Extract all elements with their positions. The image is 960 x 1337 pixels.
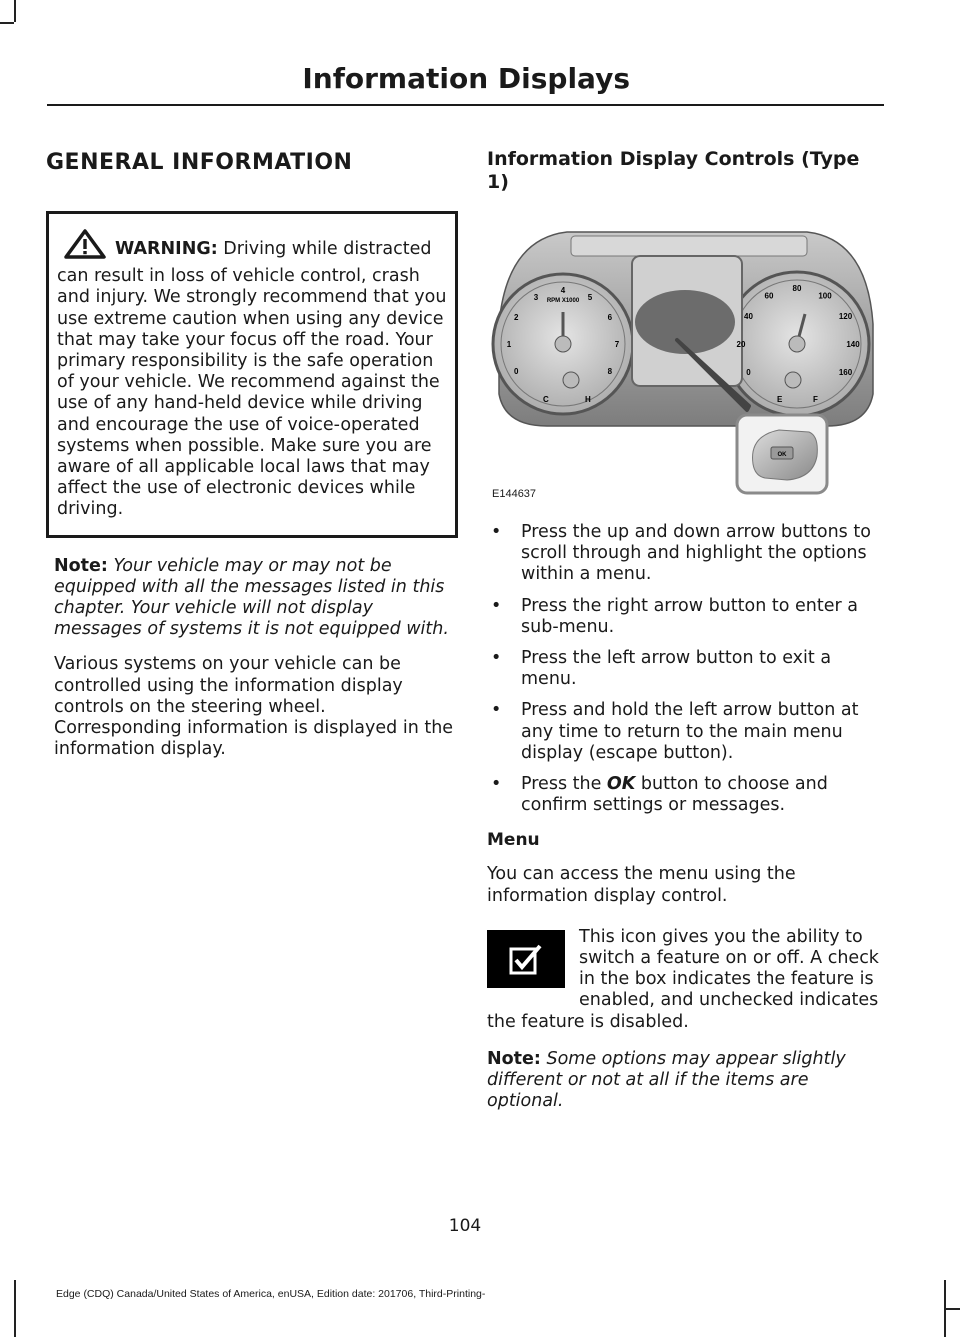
dial-number: 0 [746,368,751,377]
list-item: • Press the up and down arrow buttons to scroll through and highlight the options within a menu. [487,522,881,586]
svg-text:E: E [777,395,783,404]
dial-number: 3 [533,293,539,303]
note-label: Note: [487,1048,541,1069]
dial-number: 40 [744,312,753,321]
warning-box [46,211,458,538]
dial-number: 1 [506,340,512,349]
list-item: • Press the OK button to choose and confirm settings or messages. [487,774,881,816]
dial-number: 7 [614,340,620,349]
warning-text: Driving while distracted can result in loss of vehicle control, crash and injury. We strongly recommend that you use extreme caution when using any device that may take your focus off the road. Your primary responsibility is the safe operation of your vehicle. We recommend against the use of any hand-held device while driving and encourage the use of voice-operated systems when possible. Make sure you are aware of all applicable local laws that may affect the use of electronic devices while driving. [57,239,447,520]
dial-number: 160 [838,368,853,377]
header-rule [47,104,884,106]
rpm-label: RPM X1000 [546,298,580,304]
dial-number: 100 [818,291,832,301]
svg-text:C: C [543,395,549,404]
edition-line: Edge (CDQ) Canada/United States of America, enUSA, Edition date: 201706, Third-Printing- [56,1288,486,1300]
dial-number: 4 [560,286,566,295]
crop-mark [944,1308,960,1310]
menu-text: You can access the menu using the information display control. [487,864,796,906]
crop-mark [14,1280,16,1337]
checkbox-checked-icon [487,930,565,988]
note-text: Some options may appear slightly different or not at all if the items are optional. [487,1048,846,1112]
icon-description: This icon gives you the ability to switch a feature on or off. A check in the box indicates the feature is enabled, and unchecked indicates the feature is disabled. [487,926,879,1032]
ok-button-label: OK [777,452,787,458]
note-label: Note: [54,555,108,576]
section-title-general-information: GENERAL INFORMATION [46,150,353,175]
dial-number: 0 [513,367,519,376]
warning-triangle-icon [63,228,107,266]
note-text: Your vehicle may or may not be equipped with all the messages listed in this chapter. Your vehicle will not display messages of systems it is not equipped with. [54,555,449,640]
control-instructions-list [487,522,881,816]
right-column [487,140,881,1112]
menu-heading: Menu [487,830,540,851]
svg-text:F: F [813,395,818,404]
section-title-display-controls: Information Display Controls (Type 1) [487,148,860,193]
body-paragraph: Various systems on your vehicle can be controlled using the information display controls on the steering wheel. Corresponding information is displayed in the information display. [54,654,454,760]
dial-number: 8 [607,367,613,376]
dial-number: 120 [838,312,853,321]
left-column [46,140,458,760]
dial-number: 2 [513,313,519,322]
crop-mark [14,0,16,22]
dial-number: 60 [764,291,774,301]
list-item: • Press the right arrow button to enter a sub-menu. [487,596,881,638]
instrument-cluster-illustration [487,214,881,504]
options-note [487,1049,881,1113]
warning-label: WARNING: [115,239,218,259]
dial-number: 80 [792,284,802,293]
checkbox-icon-paragraph [487,927,881,1033]
page-header-title: Information Displays [302,62,630,95]
svg-text:H: H [585,395,591,404]
dial-number: 5 [587,293,593,303]
page-number: 104 [448,1216,482,1236]
instrument-cluster-figure [487,214,881,504]
ok-emphasis: OK [606,774,636,795]
list-item: • Press and hold the left arrow button at any time to return to the main menu display (escape button). [487,700,881,764]
dial-number: 140 [846,340,860,349]
center-display-screen [635,290,735,354]
crop-mark [0,22,14,24]
list-item: • Press the left arrow button to exit a menu. [487,648,881,690]
dial-number: 6 [607,313,613,322]
dial-number: 20 [736,340,746,349]
note-paragraph [54,556,458,641]
figure-id-label: E144637 [492,488,537,500]
